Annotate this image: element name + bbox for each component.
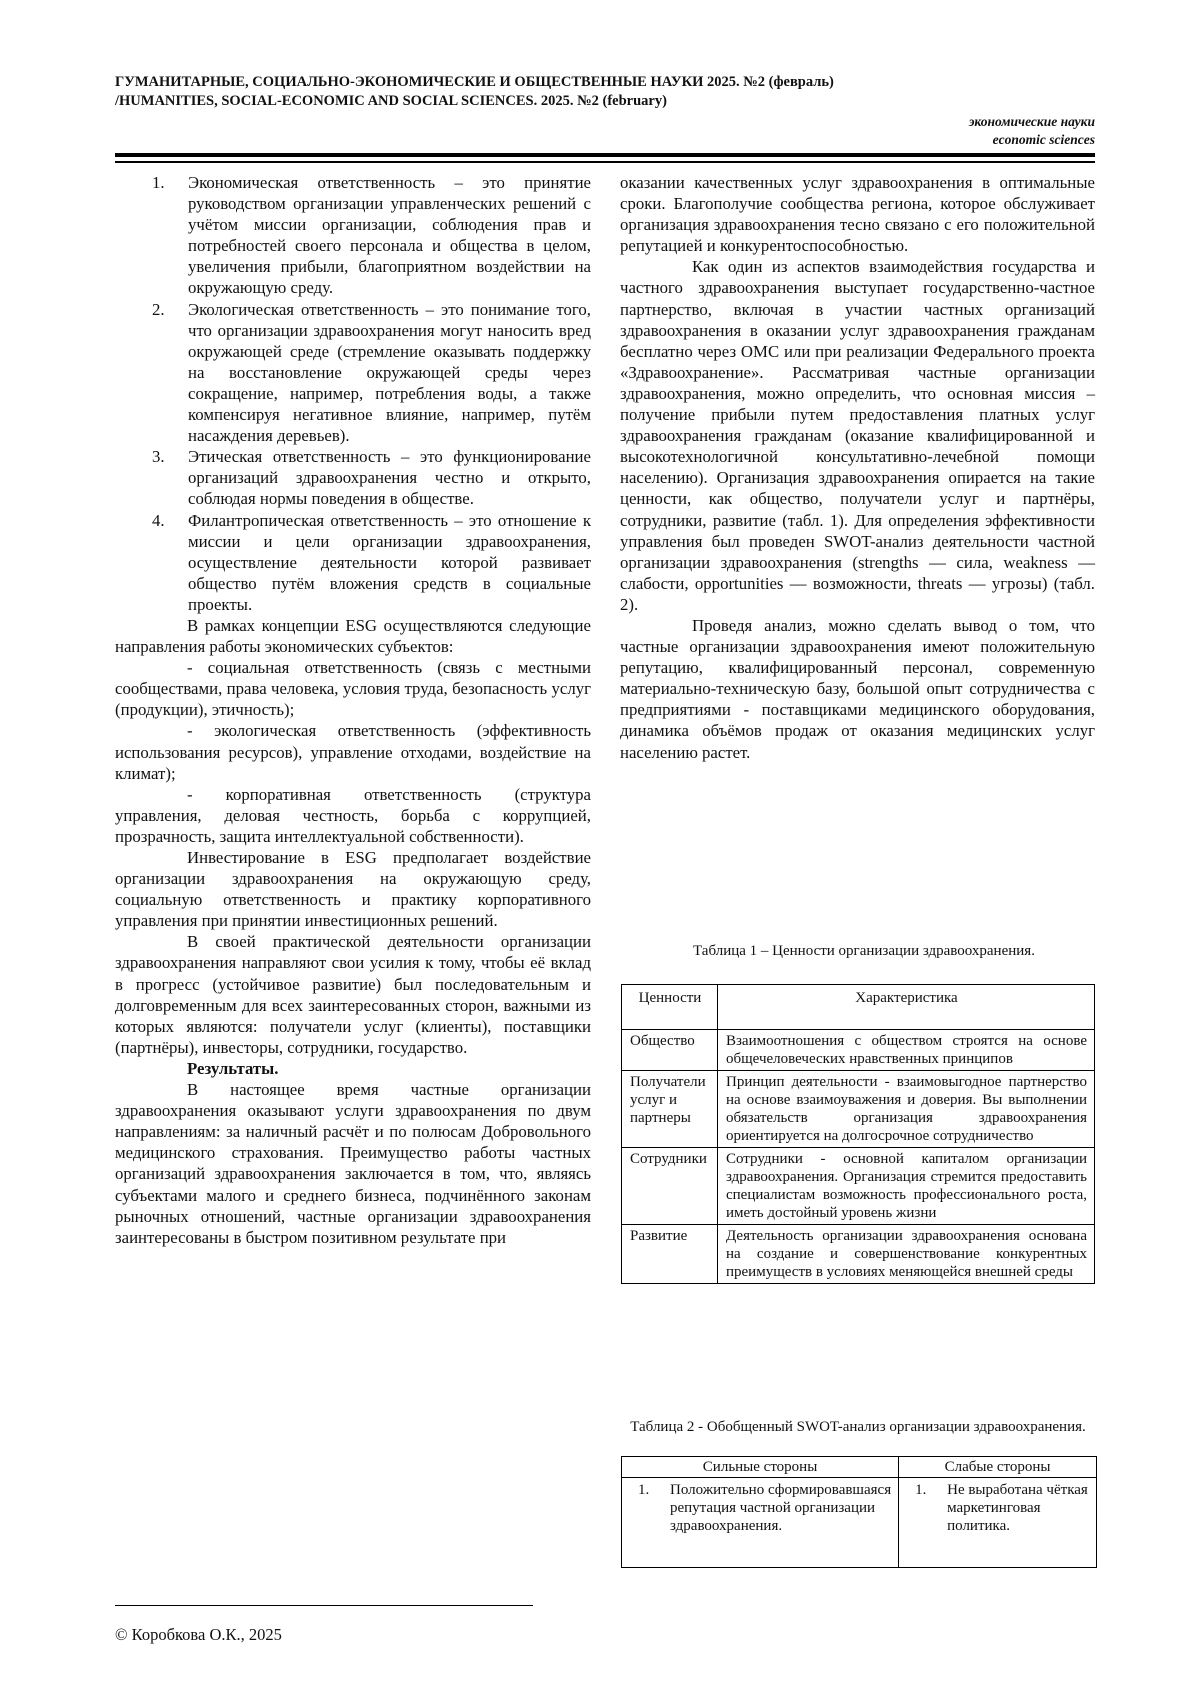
list-item-number: 4. (152, 510, 165, 530)
table-header-row (622, 1457, 1097, 1478)
dash-list-item: - социальная ответственность (связь с местными сообществами, права человека, условия труда, безопасность услуг (продукции), этичность); (115, 658, 591, 720)
paragraph: Проведя анализ, можно сделать вывод о том, что частные организации здравоохранения имеют положительную репутацию, квалифицированный персонал, современную материально-техническую базу, большой опыт сотрудничества с предприятиями - поставщиками медицинского оборудования, динамика объёмов продаж от оказания медицинских услуг населению растет. (620, 615, 1095, 762)
footnote-rule (115, 1605, 533, 1606)
list-item (907, 1481, 1090, 1535)
left-column (115, 172, 591, 1248)
list-item-text: Этическая ответственность – это функционирование организаций здравоохранения честно и открыто, соблюдая нормы поведения в обществе. (188, 447, 591, 509)
list-item (115, 172, 591, 299)
journal-header (115, 73, 1095, 147)
paragraph: оказании качественных услуг здравоохранения в оптимальные сроки. Благополучие сообщества региона, которое обслуживает организация здравоохранения тесно связано с его положительной репутацией и конкурентоспособностью. (620, 173, 1095, 256)
paragraph: Инвестирование в ESG предполагает воздействие организации здравоохранения на окружающую среду, социальную ответственность и практику корпоративного управления при принятии инвестиционных решений. (115, 848, 591, 931)
table-row (622, 1030, 1095, 1071)
list-item-text: Положительно сформировавшаяся репутация частной организации здравоохранения. (670, 1482, 892, 1534)
table-cell-value: Сотрудники (622, 1148, 718, 1225)
list-item-number: 2. (152, 299, 165, 319)
journal-title-ru: ГУМАНИТАРНЫЕ, СОЦИАЛЬНО-ЭКОНОМИЧЕСКИЕ И ОБЩЕСТВЕННЫЕ НАУКИ 2025. №2 (февраль) (115, 74, 834, 90)
table-header-cell: Характеристика (718, 985, 1095, 1030)
list-item-number: 1. (915, 1482, 927, 1498)
list-item-number: 3. (152, 447, 165, 467)
paragraph: В рамках концепции ESG осуществляются следующие направления работы экономических субъектов: (115, 615, 591, 657)
table-row (622, 1148, 1095, 1225)
table1-caption (621, 942, 1095, 960)
table-cell-desc: Сотрудники - основной капиталом организации здравоохранения. Организация стремится предоставить специалистам возможность профессионального роста, иметь достойный уровень жизни (718, 1148, 1095, 1225)
section-heading: Результаты. (187, 1058, 279, 1078)
table-cell-desc: Взаимоотношения с обществом строятся на основе общечеловеческих нравственных принципов (718, 1030, 1095, 1071)
list-item (115, 446, 591, 509)
list-item-text: Филантропическая ответственность – это отношение к миссии и цели организации здравоохранения, осуществление деятельности которой развивает общество путём вложения средств в социальные проекты. (188, 510, 591, 614)
right-column (620, 172, 1095, 763)
section-label-en: economic sciences (992, 132, 1095, 147)
list-item-number: 1. (152, 173, 165, 192)
table-row (622, 1478, 1097, 1568)
list-item-text: Экологическая ответственность – это понимание того, что организации здравоохранения могут наносить вред окружающей среде (стремление оказывать поддержку на восстановление окружающей среды через сокращение, например, потребления воды, а также компенсируя негативное влияние, например, путём насаждения деревьев). (188, 299, 591, 446)
table-cell-desc: Деятельность организации здравоохранения основана на создание и совершенствование конкурентных преимуществ в условиях меняющейся внешней среды (718, 1225, 1095, 1284)
dash-list-item: - экологическая ответственность (эффективность использования ресурсов), управление отходами, воздействие на климат); (115, 721, 591, 783)
table-row (622, 1225, 1095, 1284)
table2-caption: Таблица 2 - Обобщенный SWOT-анализ организации здравоохранения. (630, 1419, 1086, 1435)
list-item-text: Не выработана чёткая маркетинговая политика. (947, 1482, 1088, 1534)
header-rule-thick (115, 153, 1095, 157)
table-header-row (622, 985, 1095, 1030)
dash-list-item: - корпоративная ответственность (структура управления, деловая честность, борьба с коррупцией, прозрачность, защита интеллектуальной собственности). (115, 784, 591, 846)
list-item-number: 1. (638, 1482, 650, 1498)
values-table (621, 984, 1095, 1284)
swot-table (621, 1456, 1097, 1568)
table-header-cell: Сильные стороны (622, 1457, 899, 1478)
table-cell-value: Общество (622, 1030, 718, 1071)
section-label-ru: экономические науки (968, 114, 1095, 129)
table-cell-desc: Принцип деятельности - взаимовыгодное партнерство на основе взаимоуважения и доверия. Вы выполнении обязательств организация здравоохранения ориентируется на долгосрочное сотрудничество (718, 1071, 1095, 1148)
table-header-cell: Ценности (622, 985, 718, 1030)
weaknesses-cell (899, 1478, 1097, 1568)
journal-title-en: /HUMANITIES, SOCIAL-ECONOMIC AND SOCIAL SCIENCES. 2025. №2 (february) (115, 93, 667, 109)
list-item (115, 510, 591, 615)
table-cell-value: Получатели услуг и партнеры (622, 1071, 718, 1148)
paragraph: В настоящее время частные организации здравоохранения оказывают услуги здравоохранения по двум направлениям: за наличный расчёт и по полюсам Добровольного медицинского страхования. Преимущество работы частных организаций здравоохранения заключается в том, что, являясь субъектами малого и среднего бизнеса, подчинённого законам рыночных отношений, частные организации здравоохранения заинтересованы в быстром позитивном результате при (115, 1080, 591, 1247)
strengths-cell (622, 1478, 899, 1568)
table-cell-value: Развитие (622, 1225, 718, 1284)
table-row (622, 1071, 1095, 1148)
paragraph: Как один из аспектов взаимодействия государства и частного здравоохранения выступает государственно-частное партнерство, включая в участии частных организаций здравоохранения в оказании услуг здравоохранения гражданам бесплатно через ОМС или при реализации Федерального проекта «Здравоохранение». Рассматривая частные организации здравоохранения, можно определить, что основная миссия – получение прибыли путем предоставления платных услуг здравоохранения гражданам (оказание квалифицированной и высокотехнологичной консультативно-лечебной помощи населению). Организация здравоохранения опирается на такие ценности, как общество, получатели услуг и партнёры, сотрудники, развитие (табл. 1). Для определения эффективности управления был проведен SWOT-анализ деятельности частной организации здравоохранения (strengths — сила, weakness — слабости, opportunities — возможности, threats — угрозы) (табл. 2). (620, 257, 1095, 614)
paragraph: В своей практической деятельности организации здравоохранения направляют свои усилия к тому, чтобы её вклад в прогресс (устойчивое развитие) был последовательным и долговременным для всех заинтересованных сторон, важными из которых являются: получатели услуг (клиенты), поставщики (партнёры), инвесторы, сотрудники, государство. (115, 932, 591, 1057)
table-header-cell: Слабые стороны (899, 1457, 1097, 1478)
list-item (630, 1481, 892, 1535)
table1-caption-text: Таблица 1 – Ценности организации здравоохранения. (693, 943, 1035, 959)
list-item (115, 299, 591, 447)
list-item-text: Экономическая ответственность – это принятие руководством организации управленческих решений с учётом миссии организации, соблюдения прав и потребностей своего персонала и общества в целом, увеличения прибыли, благоприятном воздействии на окружающую среду. (188, 173, 591, 298)
header-rule-thin (115, 161, 1095, 163)
copyright: © Коробкова О.К., 2025 (115, 1625, 282, 1644)
